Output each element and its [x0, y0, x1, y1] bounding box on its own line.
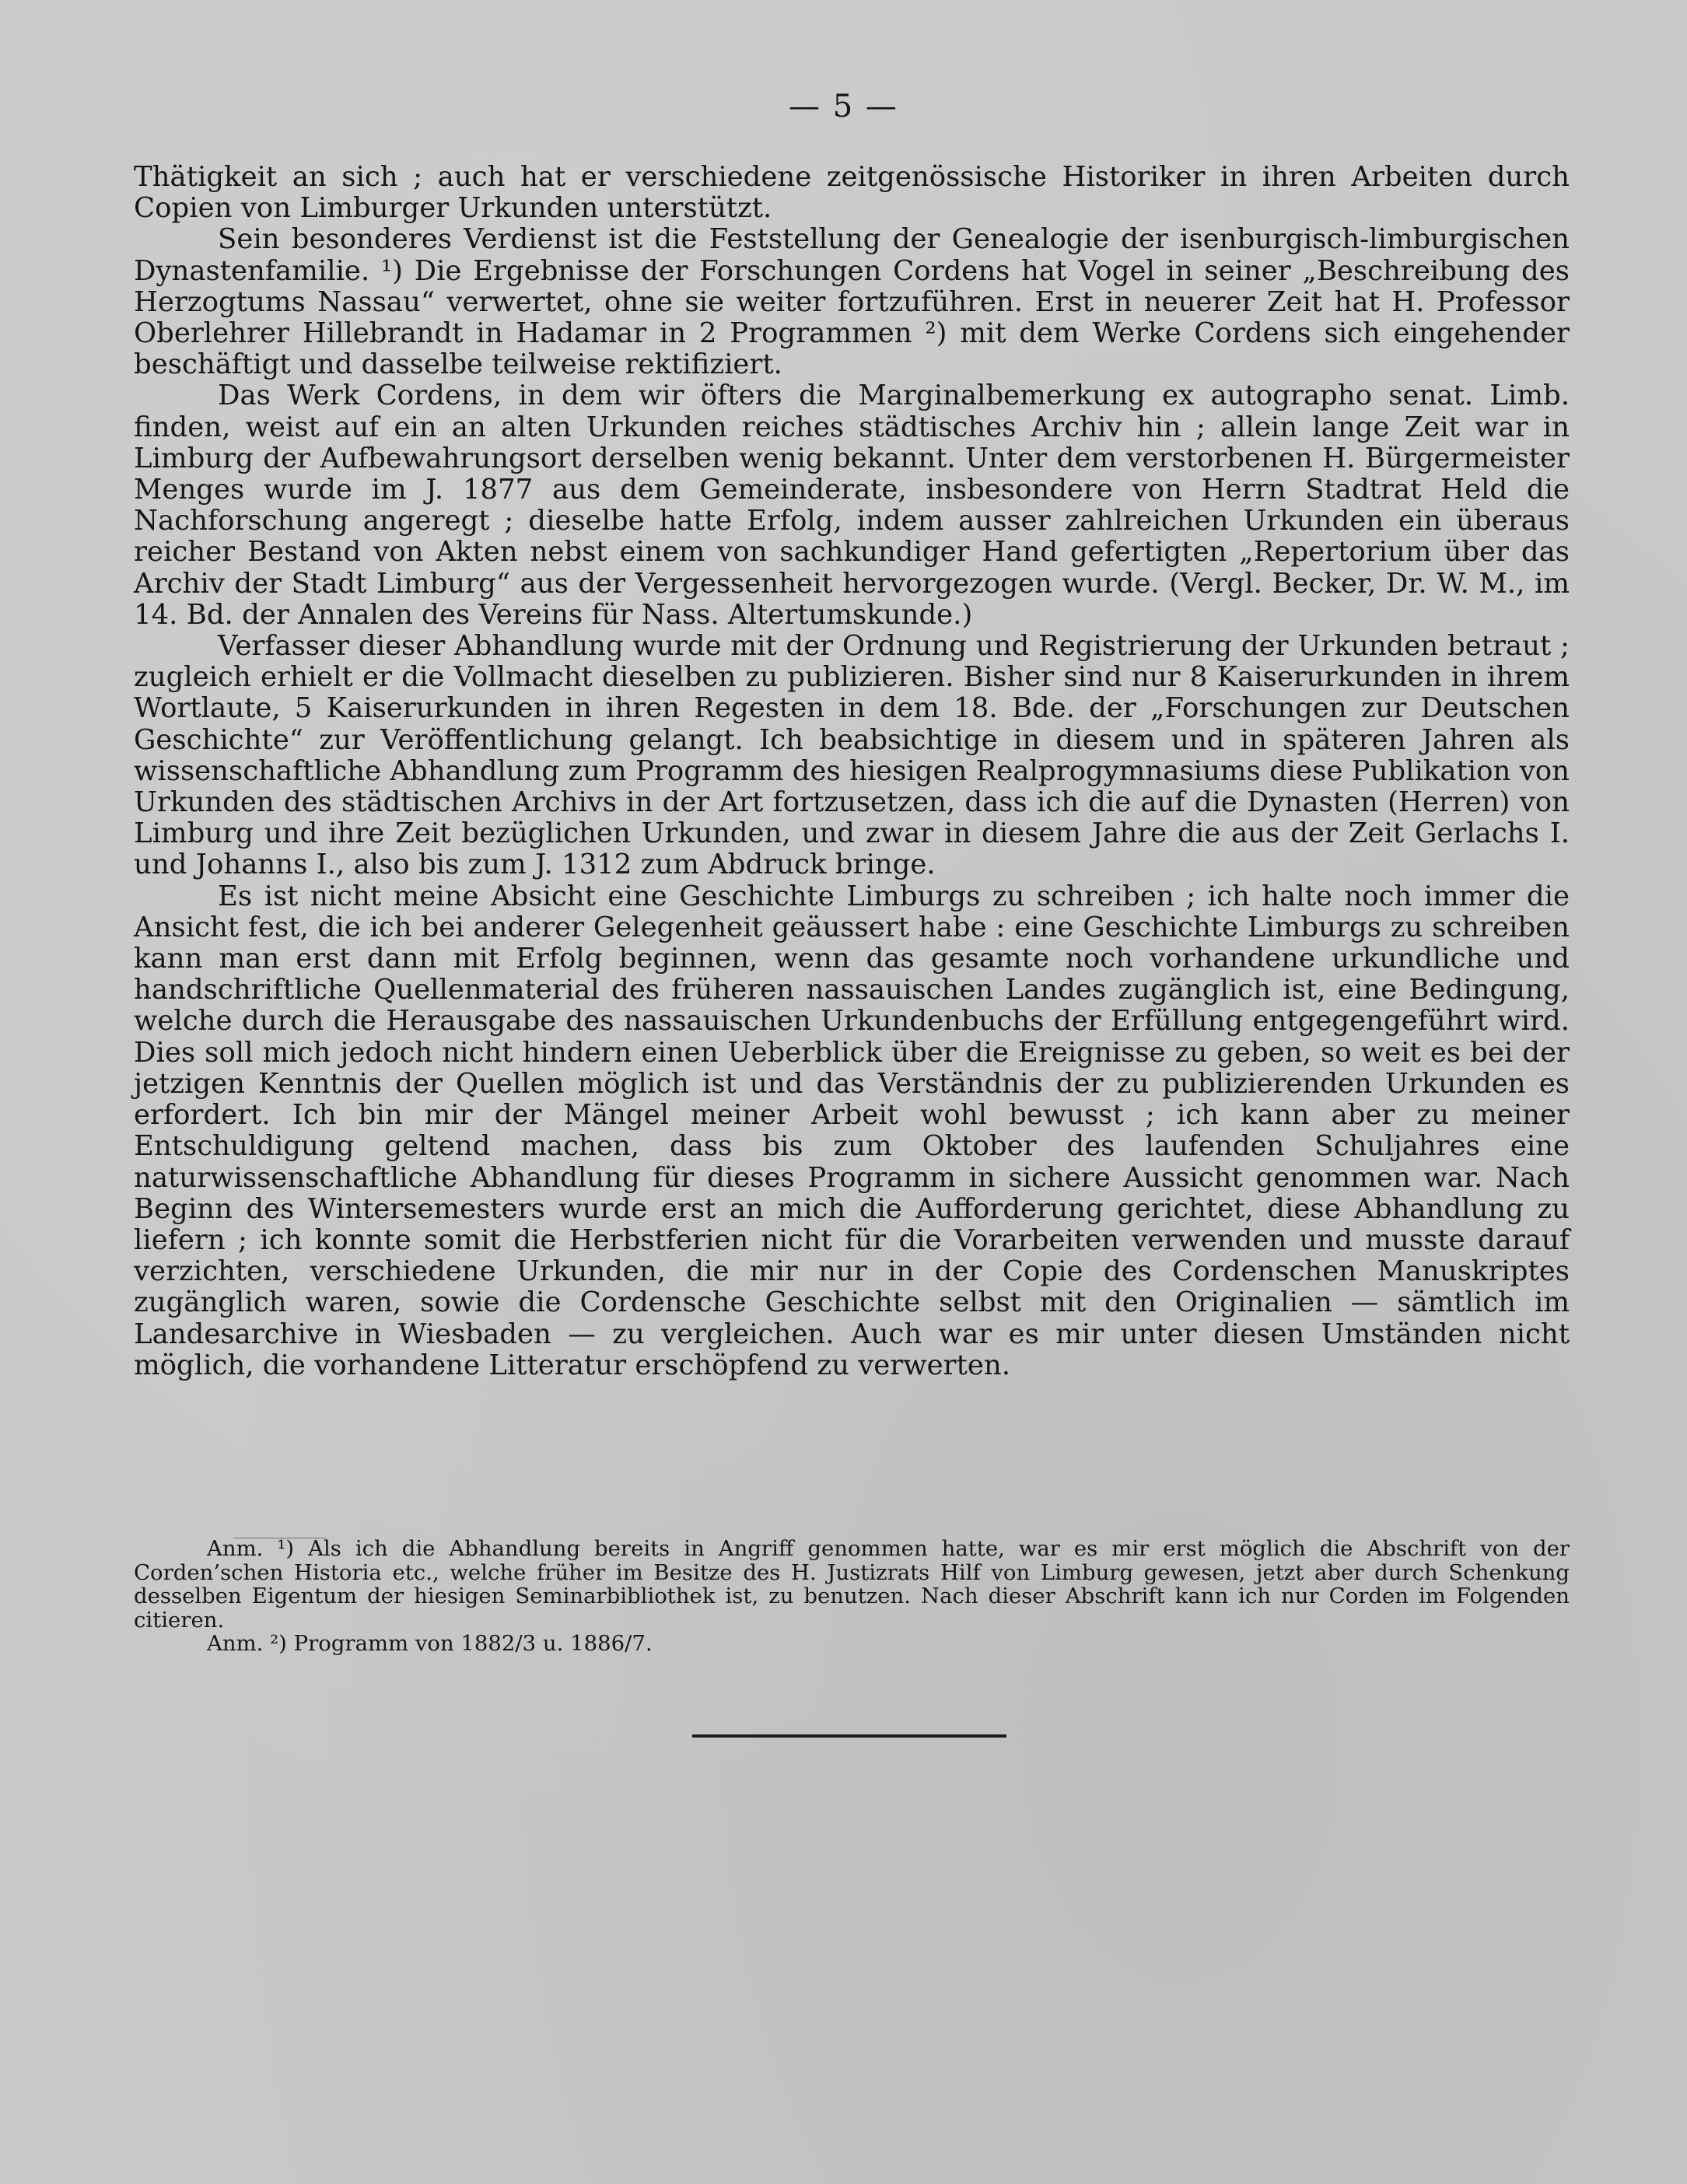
- body-text: [134, 162, 1570, 1381]
- footnote-2: Anm. ²) Programm von 1882/3 u. 1886/7.: [207, 1631, 653, 1656]
- paragraph-2: Sein besonderes Verdienst ist die Feststellung der Genealogie der isenburgisch-limburgischen Dynastenfamilie. ¹) Die Ergebnisse der Forschungen Cordens hat Vogel in seiner „Beschreibung des Herzogtums Nassau“ verwertet, ohne sie weiter fortzuführen. Erst in neuerer Zeit hat H. Professor Oberlehrer Hillebrandt in Hadamar in 2 Programmen ²) mit dem Werke Cordens sich eingehender beschäftigt und dasselbe teilweise rektifiziert.: [134, 223, 1570, 381]
- end-rule: [692, 1734, 1006, 1738]
- page-number: — 5 —: [789, 89, 898, 124]
- footnote-1: Anm. ¹) Als ich die Abhandlung bereits in Angriff genommen hatte, war es mir erst möglich die Abschrift von der Corden’schen Historia etc., welche früher im Besitze des H. Justizrats Hilf von Limburg gewesen, jetzt aber durch Schenkung desselben Eigentum der hiesigen Seminarbibliothek ist, zu benutzen. Nach dieser Abschrift kann ich nur Corden im Folgenden citieren.: [134, 1536, 1570, 1633]
- paragraph-3: Das Werk Cordens, in dem wir öfters die Marginalbemerkung ex autographo senat. Limb. finden, weist auf ein an alten Urkunden reiches städtisches Archiv hin ; allein lange Zeit war in Limburg der Aufbewahrungsort derselben wenig bekannt. Unter dem verstorbenen H. Bürgermeister Menges wurde im J. 1877 aus dem Gemeinderate, insbesondere von Herrn Stadtrat Held die Nachforschung angeregt ; dieselbe hatte Erfolg, indem ausser zahlreichen Urkunden ein überaus reicher Bestand von Akten nebst einem von sachkundiger Hand gefertigten „Repertorium über das Archiv der Stadt Limburg“ aus der Vergessenheit hervorgezogen wurde. (Vergl. Becker, Dr. W. M., im 14. Bd. der Annalen des Vereins für Nass. Altertumskunde.): [134, 380, 1570, 631]
- footnotes: [134, 1537, 1570, 1656]
- paragraph-5: Es ist nicht meine Absicht eine Geschichte Limburgs zu schreiben ; ich halte noch immer die Ansicht fest, die ich bei anderer Gelegenheit geäussert habe : eine Geschichte Limburgs zu schreiben kann man erst dann mit Erfolg beginnen, wenn das gesamte noch vorhandene urkundliche und handschriftliche Quellenmaterial des früheren nassauischen Landes zugänglich ist, eine Bedingung, welche durch die Herausgabe des nassauischen Urkundenbuchs der Erfüllung entgegengeführt wird. Dies soll mich jedoch nicht hindern einen Ueberblick über die Ereignisse zu geben, so weit es bei der jetzigen Kenntnis der Quellen möglich ist und das Verständnis der zu publizierenden Urkunden es erfordert. Ich bin mir der Mängel meiner Arbeit wohl bewusst ; ich kann aber zu meiner Entschuldigung geltend machen, dass bis zum Oktober des laufenden Schuljahres eine naturwissenschaftliche Abhandlung für dieses Programm in sichere Aussicht genommen war. Nach Beginn des Wintersemesters wurde erst an mich die Aufforderung gerichtet, diese Abhandlung zu liefern ; ich konnte somit die Herbstferien nicht für die Vorarbeiten verwenden und musste darauf verzichten, verschiedene Urkunden, die mir nur in der Copie des Cordenschen Manuskriptes zugänglich waren, sowie die Cordensche Geschichte selbst mit den Originalien — sämtlich im Landesarchive in Wiesbaden — zu vergleichen. Auch war es mir unter diesen Umständen nicht möglich, die vorhandene Litteratur erschöpfend zu verwerten.: [134, 880, 1570, 1381]
- paragraph-4: Verfasser dieser Abhandlung wurde mit der Ordnung und Registrierung der Urkunden betraut ; zugleich erhielt er die Vollmacht dieselben zu publizieren. Bisher sind nur 8 Kaiserurkunden in ihrem Wortlaute, 5 Kaiserurkunden in ihren Regesten in dem 18. Bde. der „Forschungen zur Deutschen Geschichte“ zur Veröffentlichung gelangt. Ich beabsichtige in diesem und in späteren Jahren als wissenschaftliche Abhandlung zum Programm des hiesigen Realprogymnasiums diese Publikation von Urkunden des städtischen Archivs in der Art fortzusetzen, dass ich die auf die Dynasten (Herren) von Limburg und ihre Zeit bezüglichen Urkunden, und zwar in diesem Jahre die aus der Zeit Gerlachs I. und Johanns I., also bis zum J. 1312 zum Abdruck bringe.: [134, 630, 1570, 881]
- paragraph-1: Thätigkeit an sich ; auch hat er verschiedene zeitgenössische Historiker in ihren Arbeiten durch Copien von Limburger Urkunden unterstützt.: [134, 161, 1570, 225]
